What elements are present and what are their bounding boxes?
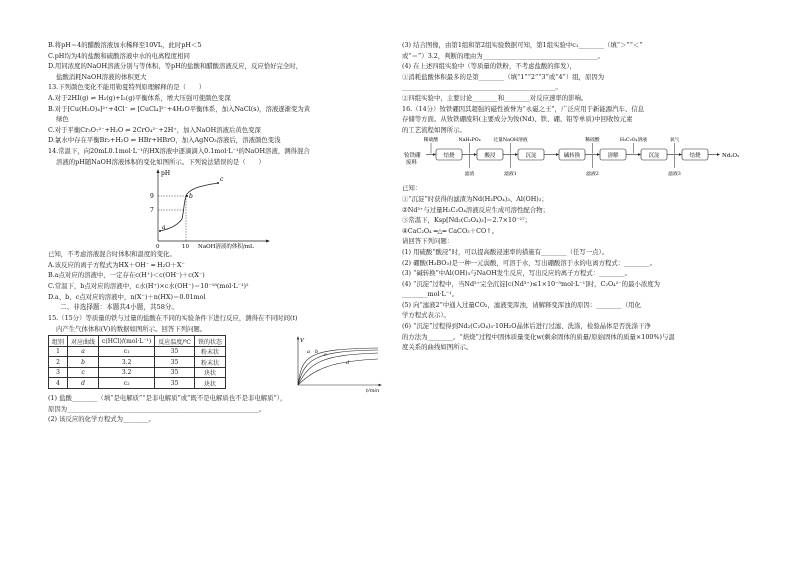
curve-d (298, 359, 378, 385)
option-c-13: C.对于平衡Cr₂O₇²⁻+H₂O ⇌ 2CrO₄²⁻+2H⁺，加入NaOH溶液后黄色变深 (48, 125, 261, 134)
q16-part1: (1) 用硫酸“酸浸”时，可以提高酸浸速率的措施有________（任写一点）。 (402, 247, 609, 256)
flow-step-label: 焙烧 (443, 153, 455, 160)
curve-label-b: b (315, 349, 319, 356)
table-header: c(HCl)/(mol·L⁻¹) (99, 336, 155, 347)
question-15: 15.（15分）等质量的铁与过量的盐酸在不同的实验条件下进行反应，测得在不同时间(t) (48, 314, 298, 323)
flow-arrowhead (597, 153, 600, 156)
table-cell: c₁ (99, 346, 155, 357)
q16-part5-cont: 学方程式表示）。 (402, 311, 450, 320)
question-13: 13.下列颜色变化不能用勒夏特列原理解释的是（ ） (48, 83, 206, 92)
table-header: 反应温度/℃ (155, 336, 195, 347)
process-flowchart (402, 135, 752, 183)
option-a-13: A.对于2HI(g) ⇌ H₂(g)+I₂(g)平衡体系，增大压强可使颜色变深 (48, 93, 231, 102)
table-header-row (49, 336, 226, 347)
experiment-table (48, 335, 226, 389)
option-c-12: C.pH均为4的盐酸和硫酸溶液中水的电离程度相同 (48, 51, 190, 60)
flow-start-line: 废料 (406, 160, 418, 167)
table-cell: 3.2 (99, 367, 155, 378)
option-d-12: D.用同浓度的NaOH溶液分别与等体积、等pH的盐酸和醋酸溶液反应，反应恰好完全时， (48, 62, 303, 71)
table-header: 对应曲线 (68, 336, 99, 347)
experiment-block (48, 335, 398, 393)
flow-reagent-label: 过量NaOH溶液 (493, 138, 528, 144)
flow-step-label: 溶解 (607, 153, 619, 160)
flow-step-label: 沉淀 (525, 153, 537, 160)
question-16-cont2: 的工艺流程如图所示。 (402, 125, 466, 134)
answer-title: 请回答下列问题： (402, 237, 454, 246)
table-cell: 块状 (194, 378, 225, 389)
point-c: c (220, 176, 224, 184)
ph-curve (160, 183, 218, 231)
known-4: ④CaC₂O₄ ═△═ CaCO₃＋CO↑。 (402, 226, 499, 235)
volume-time-graph (290, 335, 390, 393)
flow-arrowhead (638, 153, 641, 156)
q15-part3: (3) 结合图像，由第1组和第2组实验数据可知，第1组实验中c₁________（填“＞”“＜” (402, 41, 643, 49)
q15-part1-cont: 原因为____________________________________________________________。 (48, 404, 266, 413)
ph-curve-svg (138, 167, 288, 249)
table-cell: a (68, 346, 99, 357)
flow-arrowhead (556, 153, 559, 156)
table-cell: c₂ (99, 378, 155, 389)
flow-reagent-label: H₂C₂O₄溶液 (619, 138, 648, 144)
table-row (49, 378, 226, 389)
q16-part4-cont: ________mol·L⁻¹。 (402, 290, 459, 299)
point-a: a (162, 224, 166, 232)
question-14: 14.常温下，向20mL0.1mol·L⁻¹的HX溶液中逐滴滴入0.1mol·L⁻¹的NaOH溶液，测得混合 (48, 146, 310, 155)
table-cell: 35 (155, 378, 195, 389)
v-axis-label: V (300, 338, 304, 345)
flow-arrowhead (433, 153, 436, 156)
question-14-cont: 溶液的pH随NaOH溶液体积的变化如图所示。下列说法错误的是（ ） (56, 157, 265, 166)
table-cell: b (68, 357, 99, 368)
table-header: 铁的状态 (194, 336, 225, 347)
flow-step-label: 焙烧 (689, 153, 701, 160)
option-c-14: C.常温下，b点对应的溶液中，c水(H⁺)×c水(OH⁻)＝10⁻¹⁸(mol·L⁻¹)² (48, 281, 249, 290)
table-cell: 2 (49, 357, 68, 368)
option-b-12: B.将pH＝4的醋酸溶液加水稀释至10VL，此时pH＜5 (48, 41, 202, 49)
table-cell: 35 (155, 367, 195, 378)
y-axis-label: pH (161, 170, 171, 178)
ph-titration-graph (48, 167, 398, 249)
q15-part4-2: ②四组实验中，主要讨论________和________对反应速率的影响。 (402, 93, 588, 102)
right-column (402, 40, 752, 353)
flow-waste-label: 滤液3 (668, 172, 681, 178)
flow-end-label: Nd₂O₃ (722, 153, 740, 160)
q15-part4-1-cont: ________________________________________________。 (402, 83, 562, 92)
flow-arrowhead (515, 153, 518, 156)
curve-label-a: a (307, 349, 310, 356)
section-title: 二、非选择题：本题共4小题，共58分。 (60, 303, 179, 312)
q16-part4: (4) “沉淀”过程中，当Nd³⁺完全沉淀[c(Nd³⁺)≤1×10⁻⁵mol·L⁻¹]时，C₂O₄²⁻的最小浓度为 (402, 279, 661, 288)
flow-arrowhead (679, 153, 682, 156)
table-cell: 1 (49, 346, 68, 357)
table-cell: 3.2 (99, 357, 155, 368)
q16-part6: (6) “沉淀”过程得到Nd₂(C₂O₄)₃·10H₂O晶体后进行过滤、洗涤，检验晶体是否洗涤干净 (402, 322, 651, 331)
flow-reagent-label: 稀硫酸 (423, 138, 439, 144)
option-a-14: A.该反应的离子方程式为HX＋OH⁻ ═ H₂O＋X⁻ (48, 260, 185, 269)
q15-part4: (4) 在上述四组实验中（等质量的铁粉，不考虑盐酸的挥发）， (402, 62, 577, 71)
option-d-13: D.氯水中存在平衡Br₂+H₂O ⇌ HBr+HBrO，加入AgNO₃溶液后，溶液颜色变浅 (48, 136, 281, 145)
known-3: ③常温下，Ksp[Nd₂(C₂O₄)₃]＝2.7×10⁻²⁷； (402, 216, 532, 225)
flow-step-label: 酸浸 (484, 153, 496, 160)
note-14: 已知，不考虑溶液混合时体积和温度的变化。 (48, 250, 176, 259)
flow-waste-label: 滤渣 (464, 172, 475, 178)
q16-part6-cont: 的方法为________。“焙烧”过程中固体质量变化w(剩余固体的质量/原始固体的质量×100%)与温 (402, 332, 675, 341)
curve-label-d: d (346, 360, 350, 367)
table-cell: 4 (49, 378, 68, 389)
flow-start-label (404, 151, 422, 166)
table-cell: 粉末状 (194, 346, 225, 357)
q16-part2: (2) 硼酸(H₃BO₃)是一种一元弱酸，可溶于水，写出硼酸溶于水的电离方程式：________。 (402, 258, 657, 267)
x-tick-10: 10 (182, 244, 189, 250)
flow-step-label: 沉淀 (648, 153, 660, 160)
table-row (49, 346, 226, 357)
x-tick-0: 0 (156, 244, 160, 250)
q15-part3-cont: 或“＝”）3.2，判断的理由为____________________________________。 (402, 51, 605, 60)
table-cell: 块状 (194, 367, 225, 378)
table-cell: d (68, 378, 99, 389)
question-15-cont: 内产生气体体积(V)的数据如图所示。回答下列问题。 (56, 324, 207, 333)
flow-start-line: 钕铁硼 (404, 153, 421, 160)
question-16-cont: 存储等方面。从钕铁硼废料(主要成分为钕(Nd)、铁、硼、铅等单质)中回收钕元素 (402, 115, 633, 124)
x-axis-label: NaOH溶液的体积/mL (198, 244, 254, 250)
known-2: ②Nd³⁺与过量H₂C₂O₄溶液反应生成可溶性配合物； (402, 205, 549, 214)
table-cell: 35 (155, 346, 195, 357)
q16-part3: (3) “碱转换”中Al(OH)₃与NaOH发生反应，写出反应的离子方程式：________。 (402, 269, 632, 278)
left-column (48, 40, 398, 425)
flow-arrowhead (717, 153, 720, 156)
y-tick-9: 9 (150, 193, 154, 201)
flow-reagent-label: 稀硫酸 (585, 138, 600, 144)
table-cell: c (68, 367, 99, 378)
t-axis-label: t/min (366, 388, 380, 394)
option-b-14: B.a点对应的溶液中，一定存在c(H⁺)＜c(OH⁻)＋c(X⁻) (48, 271, 205, 280)
flow-reagent-label: NaH₂PO₄ (458, 138, 481, 144)
option-b-13-cont: 绿色 (56, 115, 69, 124)
point-b: b (189, 193, 193, 201)
table-row (49, 367, 226, 378)
curve-label-c: c (324, 352, 327, 359)
table-row (49, 357, 226, 368)
q16-part5: (5) 向“滤液2”中通入过量CO₂，滤液变浑浊，请解释变浑浊的原因：________（用化 (402, 300, 641, 309)
table-header: 组别 (49, 336, 68, 347)
flowchart-svg (402, 135, 752, 183)
table-cell: 粉末状 (194, 357, 225, 368)
flow-arrowhead (474, 153, 477, 156)
flow-waste-label: 滤液2 (586, 172, 599, 178)
table-cell: 35 (155, 357, 195, 368)
q15-part2: (2) 该反应的化学方程式为________。 (48, 415, 155, 424)
flow-step-label: 碱转换 (563, 153, 581, 160)
y-tick-7: 7 (150, 207, 154, 215)
question-16: 16.（14分）钕铁硼因其超强的磁性被誉为“永磁之王”，广泛应用于新能源汽车、信息 (402, 104, 645, 113)
curve-b (298, 350, 378, 385)
option-b-13: B.对于[Cu(H₂O)₄]²⁺+4Cl⁻ ⇌ [CuCl₄]²⁻+4H₂O平衡体系，加入NaCl(s)，溶液逐渐变为黄 (48, 104, 311, 113)
table-cell: 3 (49, 367, 68, 378)
known-title: 已知： (402, 184, 422, 193)
option-d-12-cont: 盐酸消耗NaOH溶液的体积更大 (56, 72, 147, 81)
flow-reagent-label: 氧气 (669, 138, 680, 144)
flow-waste-label: 滤液1 (504, 172, 517, 178)
q15-part4-1: ①消耗盐酸体积最多的是第________（填“1”“2”“3”或“4”）组，原因为 (402, 72, 605, 81)
known-1: ①“沉淀”时获得的滤渣为Nd(H₂PO₄)₃、Al(OH)₃； (402, 194, 548, 203)
option-d-14: D.a、b、c点对应的溶液中，n(X⁻)＋n(HX)＝0.01mol (48, 292, 206, 301)
q16-part6-cont2: 度关系的曲线如图所示。 (402, 343, 473, 352)
q15-part1: (1) 盐酸________（填“是电解质”“是非电解质”或“既不是电解质也不是非电解质”）， (48, 394, 287, 403)
